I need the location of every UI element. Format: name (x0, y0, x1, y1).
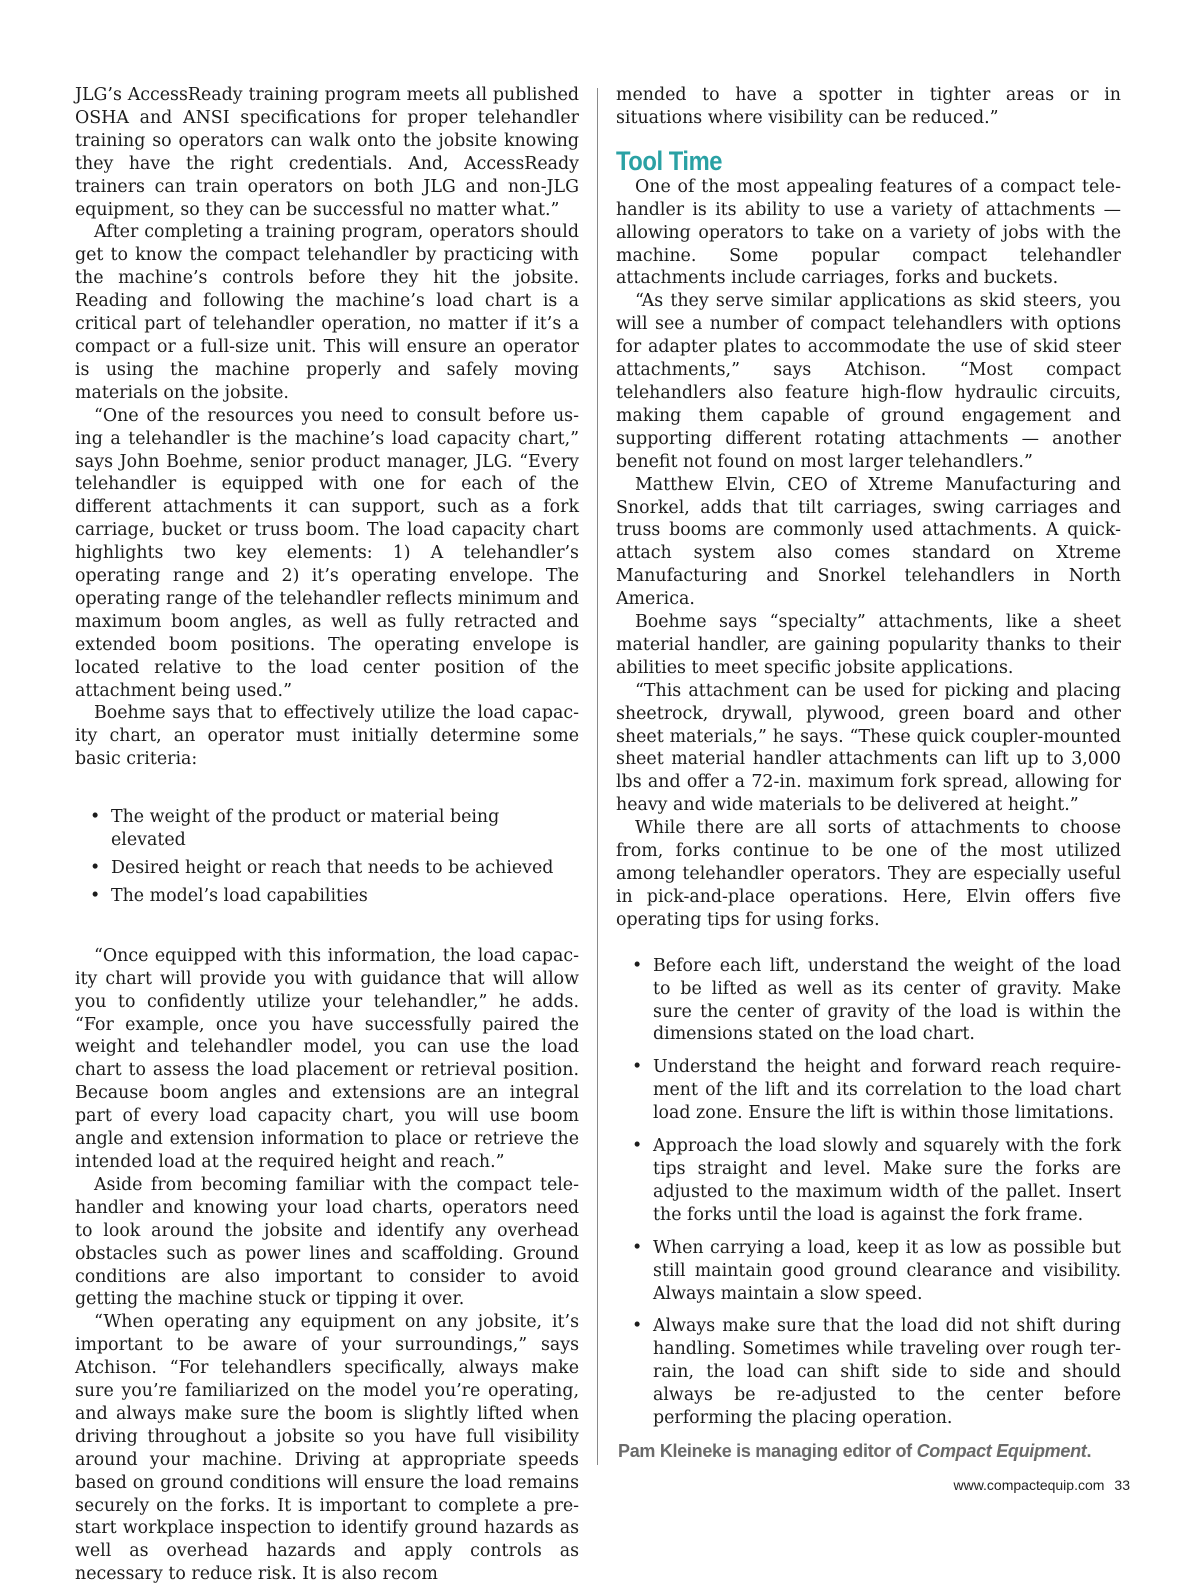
list-item: • Before each lift, understand the weight of the load to be lifted as well as its center of gravity. Make sure the center of gravity of the load is within the dimensions stated on the load chart. (616, 955, 1121, 1047)
right-column (616, 84, 1121, 1440)
publication-name: Compact Equipment (916, 1441, 1087, 1461)
body-paragraph: “This attachment can be used for picking and placing sheetrock, drywall, plywood, green board and other sheet materials,” he says. “These quick coupler-mounted sheet material handler attachments can lift up to 3,000 lbs and offer a 72-in. maximum fork spread, allowing for heavy and wide materials to be delivered at height.” (616, 680, 1121, 816)
byline-text: Pam Kleineke is managing editor of (618, 1441, 917, 1461)
byline-end: . (1086, 1441, 1092, 1461)
column-divider (597, 88, 598, 1465)
body-paragraph: Matthew Elvin, CEO of Xtreme Manufacturing and Snorkel, adds that tilt carriages, swing carriages and truss booms are commonly used attachments. A quick-attach system also comes standard on Xtreme Manufacturing and Snorkel telehandlers in North America. (616, 474, 1121, 610)
list-item: • Understand the height and forward reach requirement of the lift and its correlation to the load chart load zone. Ensure the lift is within those limitations. (616, 1056, 1121, 1125)
body-paragraph: Aside from becoming familiar with the compact telehandler and knowing your load charts, operators need to look around the jobsite and identify any overhead obstacles such as power lines and scaffolding. Ground conditions are also important to consider to avoid getting the machine stuck or tipping it over. (75, 1174, 579, 1310)
page-footer (920, 1477, 1130, 1493)
body-paragraph: While there are all sorts of attachments to choose from, forks continue to be one of the most utilized among telehandler operators. They are especially useful in pick-and-place operations. Here, Elvin offers five operating tips for using forks. (616, 818, 1121, 930)
body-paragraph: Boehme says “specialty” attachments, like a sheet material handler, are gaining popularity thanks to their abilities to meet specific jobsite applications. (616, 612, 1121, 678)
body-paragraph: Boehme says that to effectively utilize the load capacity chart, an operator must initially determine some basic criteria: (75, 703, 579, 770)
body-paragraph: “Once equipped with this information, the load capacity chart will provide you with guidance that will allow you to confidently utilize your telehandler,” he adds. “For example, once you have successfully paired the weight and telehandler model, you can use the load chart to assess the load placement or retrieval position. Because boom angles and extensions are an integral part of every load capacity chart, you will use boom angle and extension information to place or retrieve the intended load at the required height and reach.” (75, 945, 579, 1172)
section-heading: Tool Time (616, 145, 723, 176)
list-item: • The model’s load capabilities (75, 885, 579, 908)
list-item: • Always make sure that the load did not shift during handling. Sometimes while traveling over rough terrain, the load can shift side to side and should always be re-adjusted to the center before performing the placing operation. (616, 1315, 1121, 1430)
body-paragraph: “As they serve similar applications as skid steers, you will see a number of compact telehandlers with options for adapter plates to accommodate the use of skid steer attachments,” says Atchison. “Most compact telehandlers also feature high-flow hydraulic circuits, making them capable of ground engagement and supporting different rotating attachments — another benefit not found on most larger telehandlers.” (616, 291, 1121, 472)
criteria-list (75, 806, 579, 908)
page-number: 33 (1114, 1477, 1130, 1493)
body-paragraph: mended to have a spotter in tighter areas or in situations where visibility can be reduced.” (616, 85, 1121, 128)
list-item: • When carrying a load, keep it as low as possible but still maintain good ground clearance and visibility. Always maintain a slow speed. (616, 1237, 1121, 1306)
list-item: • Desired height or reach that needs to be achieved (75, 857, 579, 880)
fork-tips-list (616, 955, 1121, 1430)
body-paragraph: “One of the resources you need to consult before using a telehandler is the machine’s load capacity chart,” says John Boehme, senior product manager, JLG. “Every telehandler is equipped with one for each of the different attachments it can support, such as a fork carriage, bucket or truss boom. The load capacity chart highlights two key elements: 1) A telehandler’s operating range and 2) it’s operating envelope. The operating range of the telehandler reflects minimum and maximum boom angles, as well as fully retracted and extended boom positions. The operating envelope is located relative to the load center position of the attachment being used.” (75, 405, 579, 701)
body-paragraph: One of the most appealing features of a compact telehandler is its ability to use a variety of attachments — allowing operators to take on a variety of jobs with the machine. Some popular compact telehandler attachments include carriages, forks and buckets. (616, 176, 1121, 289)
left-column (75, 84, 579, 1586)
body-paragraph: JLG’s AccessReady training program meets all published OSHA and ANSI specifications for proper telehandler training so operators can walk onto the jobsite knowing they have the right credentials. And, AccessReady trainers can train operators on both JLG and non-JLG equipment, so they can be successful no matter what.” (75, 85, 579, 220)
body-paragraph: After completing a training program, operators should get to know the compact telehandler by practicing with the machine’s controls before they hit the jobsite. Reading and following the machine’s load chart is a critical part of telehandler operation, no matter if it’s a compact or a full-size unit. This will ensure an operator is using the machine properly and safely moving materials on the jobsite. (75, 222, 579, 403)
list-item: • The weight of the product or material being elevated (75, 806, 579, 852)
body-paragraph: “When operating any equipment on any jobsite, it’s important to be aware of your surroundings,” says Atchison. “For telehandlers specifically, always make sure you’re familiarized on the model you’re operating, and always make sure the boom is slightly lifted when driving throughout a jobsite so you have full visibility around your machine. Driving at appropriate speeds based on ground conditions will ensure the load remains securely on the forks. It is important to complete a pre-start workplace inspection to identify ground hazards as well as overhead hazards and apply controls as necessary to reduce risk. It is also recom (75, 1312, 579, 1585)
author-byline (618, 1441, 1091, 1462)
list-item: • Approach the load slowly and squarely with the fork tips straight and level. Make sure the forks are adjusted to the maximum width of the pallet. Insert the forks until the load is against the fork frame. (616, 1135, 1121, 1227)
website-url: www.compactequip.com (953, 1477, 1105, 1493)
